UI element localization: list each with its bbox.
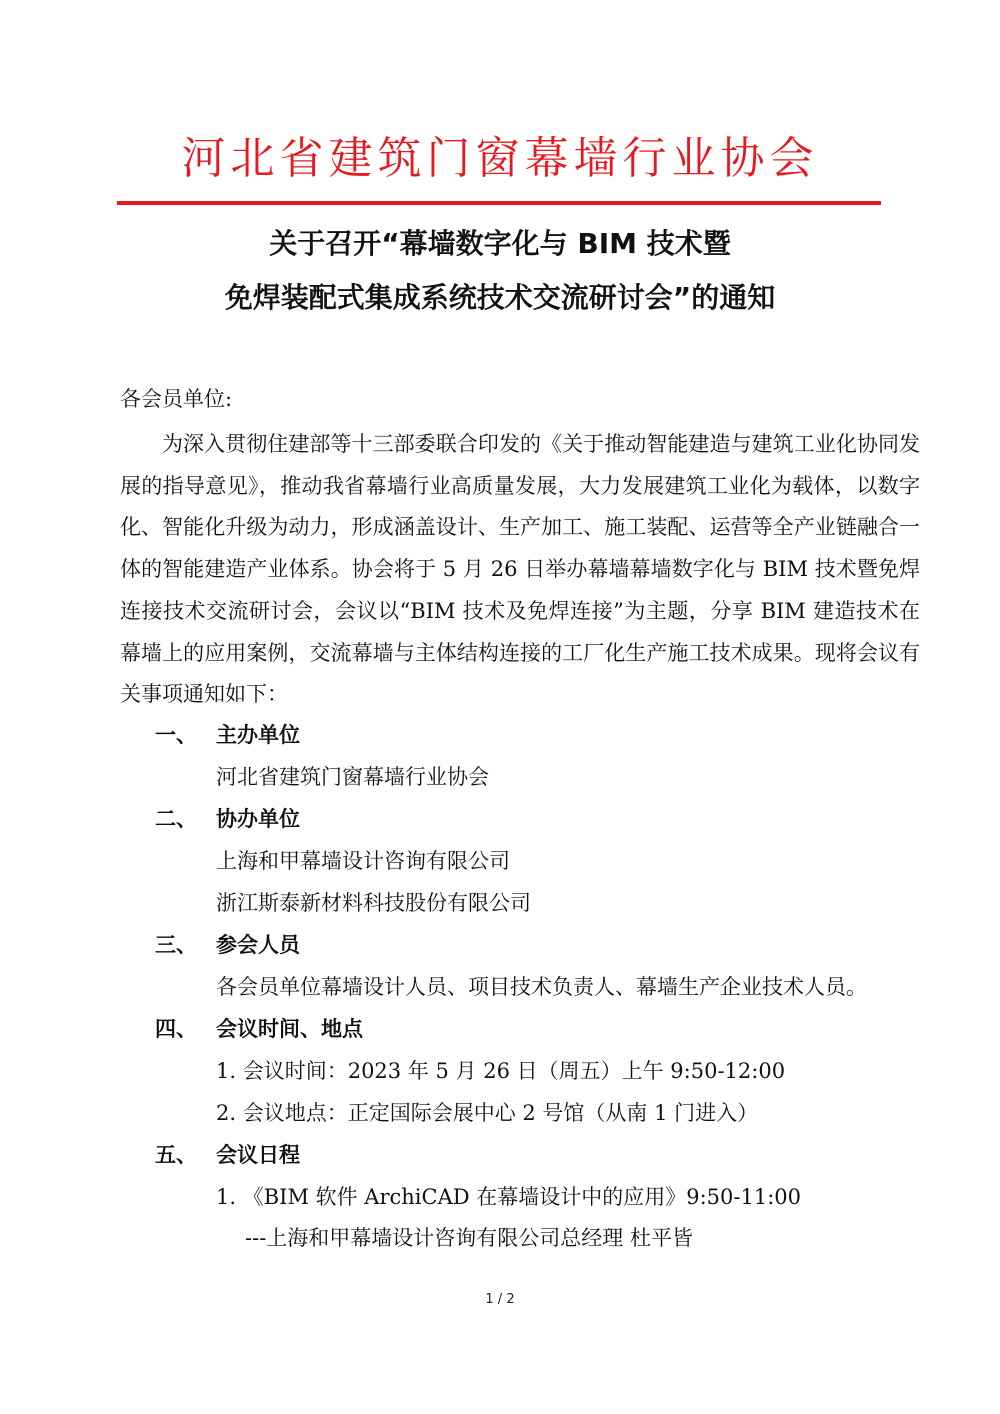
organization-title: 河北省建筑门窗幕墙行业协会 [181,133,819,184]
section-2-line-1: 上海和甲幕墙设计咨询有限公司 [216,849,510,873]
section-5-speaker: ---上海和甲幕墙设计咨询有限公司总经理 杜平皆 [245,1226,693,1250]
section-1-heading: 主办单位 [216,723,300,747]
section-4-line-2: 2. 会议地点：正定国际会展中心 2 号馆（从南 1 门进入） [216,1101,759,1125]
section-2-heading: 协办单位 [216,807,300,831]
section-5-number: 五、 [155,1143,197,1167]
section-2-number: 二、 [155,807,197,831]
section-5-heading: 会议日程 [216,1143,300,1167]
body-paragraph: 为深入贯彻住建部等十三部委联合印发的《关于推动智能建造与建筑工业化协同发展的指导意见》，推动我省幕墙行业高质量发展，大力发展建筑工业化为载体，以数字化、智能化升级为动力，形成涵盖设计、生产加工、施工装配、运营等全产业链融合一体的智能建造产业体系。协会将于 5 月 26 日举办幕墙幕墙数字化与 BIM 技术暨免焊连接技术交流研讨会，会议以“BIM 技术及免焊连接”为主题，分享 BIM 建造技术在幕墙上的应用案例，交流幕墙与主体结构连接的工厂化生产施工技术成果。现将会议有关事项通知如下： [120,432,920,707]
section-4-heading: 会议时间、地点 [216,1017,363,1041]
section-3-line-1: 各会员单位幕墙设计人员、项目技术负责人、幕墙生产企业技术人员。 [216,975,867,999]
section-4-line-1: 1. 会议时间：2023 年 5 月 26 日（周五）上午 9:50-12:00 [216,1059,786,1083]
section-3-number: 三、 [155,933,197,957]
section-1-number: 一、 [155,723,197,747]
notice-title-line-2: 免焊装配式集成系统技术交流研讨会”的通知 [224,281,776,314]
section-5-line-1: 1. 《BIM 软件 ArchiCAD 在幕墙设计中的应用》9:50-11:00 [216,1185,802,1209]
red-divider-line [117,201,881,205]
page-number: 1 / 2 [485,1292,515,1307]
salutation: 各会员单位: [120,387,233,411]
section-3-heading: 参会人员 [216,933,300,957]
section-2-line-2: 浙江斯泰新材料科技股份有限公司 [216,891,531,915]
section-4-number: 四、 [155,1017,197,1041]
notice-title-line-1: 关于召开“幕墙数字化与 BIM 技术暨 [269,227,731,260]
section-1-line-1: 河北省建筑门窗幕墙行业协会 [216,765,489,789]
